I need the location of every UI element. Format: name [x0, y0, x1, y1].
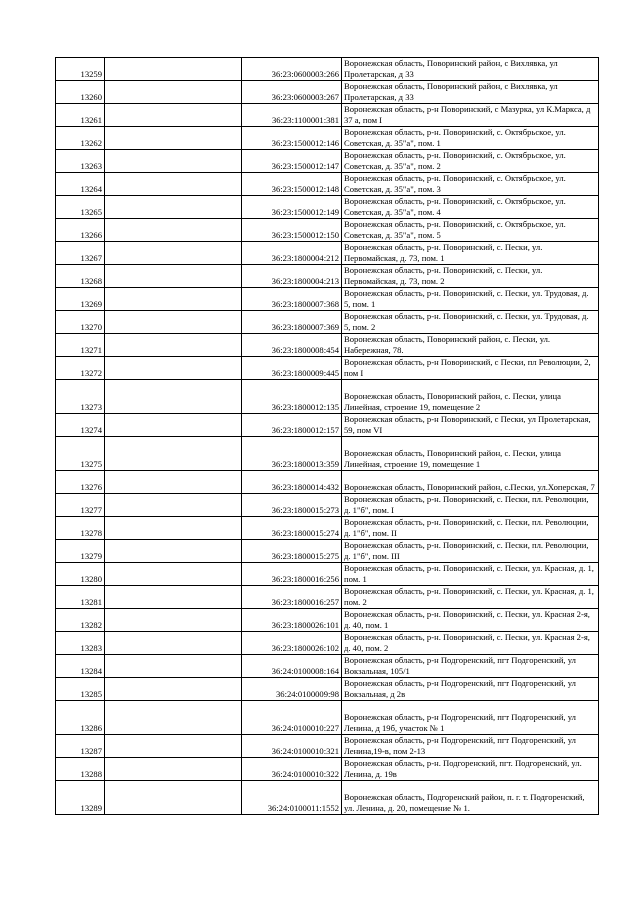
record-number-cell: 13262	[56, 127, 105, 150]
table-row	[56, 414, 599, 437]
record-number-cell: 13286	[56, 701, 105, 735]
empty-cell	[105, 655, 242, 678]
record-number-cell: 13285	[56, 678, 105, 701]
record-number-cell: 13268	[56, 265, 105, 288]
address-cell: Воронежская область, р-н. Поворинский, с. Пески, ул. Красная 2-я, д. 40, пом. 2	[342, 632, 599, 655]
address-cell: Воронежская область, р-н Подгоренский, пгт Подгоренский, ул Ленина,19-в, пом 2-13	[342, 735, 599, 758]
cadastral-number-cell: 36:23:1800016:257	[242, 586, 342, 609]
cadastral-number-cell: 36:23:1800014:432	[242, 471, 342, 494]
table-row	[56, 334, 599, 357]
address-cell: Воронежская область, Поворинский район, с. Пески, улица Линейная, строение 19, помещение 2	[342, 380, 599, 414]
table-row	[56, 586, 599, 609]
address-cell: Воронежская область, р-н. Поворинский, с. Пески, ул. Красная 2-я, д. 40, пом. 1	[342, 609, 599, 632]
table-row	[56, 517, 599, 540]
empty-cell	[105, 173, 242, 196]
record-number-cell: 13289	[56, 781, 105, 815]
record-number-cell: 13281	[56, 586, 105, 609]
cadastral-number-cell: 36:23:1500012:149	[242, 196, 342, 219]
document-page	[55, 57, 599, 815]
address-cell: Воронежская область, р-н. Поворинский, с. Пески, ул. Красная, д. 1, пом. 2	[342, 586, 599, 609]
cadastral-number-cell: 36:24:0100010:227	[242, 701, 342, 735]
address-cell: Воронежская область, р-н Поворинский, с Пески, пл Революции, 2, пом I	[342, 357, 599, 380]
empty-cell	[105, 517, 242, 540]
address-cell: Воронежская область, Подгоренский район, п. г. т. Подгоренский, ул. Ленина, д. 20, помещение № 1.	[342, 781, 599, 815]
record-number-cell: 13283	[56, 632, 105, 655]
cadastral-number-cell: 36:24:0100009:98	[242, 678, 342, 701]
empty-cell	[105, 334, 242, 357]
table-row	[56, 609, 599, 632]
table-row	[56, 242, 599, 265]
record-number-cell: 13282	[56, 609, 105, 632]
record-number-cell: 13267	[56, 242, 105, 265]
table-row	[56, 58, 599, 81]
cadastral-number-cell: 36:23:1800004:212	[242, 242, 342, 265]
cadastral-number-cell: 36:23:1800007:369	[242, 311, 342, 334]
address-cell: Воронежская область, р-н. Поворинский, с. Пески, ул. Трудовая, д. 5, пом. 2	[342, 311, 599, 334]
empty-cell	[105, 701, 242, 735]
empty-cell	[105, 311, 242, 334]
table-row	[56, 540, 599, 563]
address-cell: Воронежская область, р-н. Поворинский, с. Пески, пл. Революции, д. 1"б", пом. II	[342, 517, 599, 540]
address-cell: Воронежская область, р-н. Поворинский, с. Пески, ул. Трудовая, д. 5, пом. 1	[342, 288, 599, 311]
empty-cell	[105, 104, 242, 127]
cadastral-number-cell: 36:23:1800015:275	[242, 540, 342, 563]
empty-cell	[105, 150, 242, 173]
record-number-cell: 13259	[56, 58, 105, 81]
empty-cell	[105, 494, 242, 517]
address-cell: Воронежская область, р-н. Поворинский, с. Октябрьское, ул. Советская, д. 35"а", пом. 5	[342, 219, 599, 242]
table-row	[56, 437, 599, 471]
record-number-cell: 13271	[56, 334, 105, 357]
table-row	[56, 563, 599, 586]
table-row	[56, 150, 599, 173]
record-number-cell: 13288	[56, 758, 105, 781]
table-row	[56, 735, 599, 758]
empty-cell	[105, 127, 242, 150]
table-row	[56, 196, 599, 219]
registry-table	[55, 57, 599, 815]
cadastral-number-cell: 36:23:1800026:101	[242, 609, 342, 632]
record-number-cell: 13266	[56, 219, 105, 242]
address-cell: Воронежская область, р-н. Поворинский, с. Пески, пл. Революции, д. 1"б", пом. I	[342, 494, 599, 517]
cadastral-number-cell: 36:23:1800015:274	[242, 517, 342, 540]
cadastral-number-cell: 36:23:1500012:147	[242, 150, 342, 173]
cadastral-number-cell: 36:23:1800012:157	[242, 414, 342, 437]
empty-cell	[105, 242, 242, 265]
cadastral-number-cell: 36:24:0100011:1552	[242, 781, 342, 815]
table-row	[56, 781, 599, 815]
record-number-cell: 13287	[56, 735, 105, 758]
address-cell: Воронежская область, Поворинский район, с Вихлявка, ул Пролетарская, д 33	[342, 81, 599, 104]
address-cell: Воронежская область, р-н Поворинский, с Мазурка, ул К.Маркса, д 37 а, пом I	[342, 104, 599, 127]
table-row	[56, 758, 599, 781]
cadastral-number-cell: 36:24:0100010:321	[242, 735, 342, 758]
record-number-cell: 13275	[56, 437, 105, 471]
table-row	[56, 311, 599, 334]
address-cell: Воронежская область, р-н. Поворинский, с. Октябрьское, ул. Советская, д. 35"а", пом. 1	[342, 127, 599, 150]
record-number-cell: 13260	[56, 81, 105, 104]
address-cell: Воронежская область, р-н. Поворинский, с. Пески, ул. Красная, д. 1, пом. 1	[342, 563, 599, 586]
empty-cell	[105, 758, 242, 781]
record-number-cell: 13273	[56, 380, 105, 414]
table-row	[56, 104, 599, 127]
record-number-cell: 13270	[56, 311, 105, 334]
cadastral-number-cell: 36:23:1800013:359	[242, 437, 342, 471]
address-cell: Воронежская область, р-н. Поворинский, с. Пески, пл. Революции, д. 1"б", пом. III	[342, 540, 599, 563]
address-cell: Воронежская область, р-н. Поворинский, с. Пески, ул. Первомайская, д. 73, пом. 2	[342, 265, 599, 288]
table-row	[56, 678, 599, 701]
record-number-cell: 13284	[56, 655, 105, 678]
table-row	[56, 127, 599, 150]
address-cell: Воронежская область, р-н Поворинский, с Пески, ул Пролетарская, 59, пом VI	[342, 414, 599, 437]
empty-cell	[105, 81, 242, 104]
cadastral-number-cell: 36:23:1800026:102	[242, 632, 342, 655]
address-cell: Воронежская область, р-н Подгоренский, пгт Подгоренский, ул Вокзальная, д 2в	[342, 678, 599, 701]
empty-cell	[105, 380, 242, 414]
address-cell: Воронежская область, Поворинский район, с. Пески, улица Линейная, строение 19, помещение 1	[342, 437, 599, 471]
empty-cell	[105, 609, 242, 632]
empty-cell	[105, 735, 242, 758]
empty-cell	[105, 437, 242, 471]
address-cell: Воронежская область, Поворинский район, с Вихлявка, ул Пролетарская, д 33	[342, 58, 599, 81]
empty-cell	[105, 563, 242, 586]
empty-cell	[105, 540, 242, 563]
record-number-cell: 13276	[56, 471, 105, 494]
table-row	[56, 219, 599, 242]
table-row	[56, 494, 599, 517]
table-row	[56, 701, 599, 735]
cadastral-number-cell: 36:23:1800007:368	[242, 288, 342, 311]
empty-cell	[105, 781, 242, 815]
address-cell: Воронежская область, р-н Подгоренский, пгт Подгоренский, ул Вокзальная, 105/1	[342, 655, 599, 678]
empty-cell	[105, 357, 242, 380]
table-row	[56, 655, 599, 678]
table-row	[56, 632, 599, 655]
cadastral-number-cell: 36:23:1100001:381	[242, 104, 342, 127]
table-row	[56, 265, 599, 288]
record-number-cell: 13263	[56, 150, 105, 173]
table-row	[56, 173, 599, 196]
table-row	[56, 471, 599, 494]
record-number-cell: 13280	[56, 563, 105, 586]
address-cell: Воронежская область, Поворинский район, с.Пески, ул.Хоперская, 7	[342, 471, 599, 494]
cadastral-number-cell: 36:23:1500012:150	[242, 219, 342, 242]
record-number-cell: 13272	[56, 357, 105, 380]
table-row	[56, 357, 599, 380]
registry-table-body	[56, 58, 599, 815]
cadastral-number-cell: 36:23:1500012:146	[242, 127, 342, 150]
table-row	[56, 81, 599, 104]
record-number-cell: 13269	[56, 288, 105, 311]
cadastral-number-cell: 36:23:1500012:148	[242, 173, 342, 196]
empty-cell	[105, 288, 242, 311]
record-number-cell: 13277	[56, 494, 105, 517]
record-number-cell: 13265	[56, 196, 105, 219]
cadastral-number-cell: 36:23:0600003:266	[242, 58, 342, 81]
address-cell: Воронежская область, р-н. Поворинский, с. Пески, ул. Первомайская, д. 73, пом. 1	[342, 242, 599, 265]
address-cell: Воронежская область, р-н Подгоренский, пгт Подгоренский, ул Ленина, д 19б, участок № 1	[342, 701, 599, 735]
empty-cell	[105, 586, 242, 609]
address-cell: Воронежская область, р-н. Поворинский, с. Октябрьское, ул. Советская, д. 35"а", пом. 2	[342, 150, 599, 173]
cadastral-number-cell: 36:23:1800009:445	[242, 357, 342, 380]
empty-cell	[105, 265, 242, 288]
empty-cell	[105, 219, 242, 242]
address-cell: Воронежская область, р-н. Поворинский, с. Октябрьское, ул. Советская, д. 35"а", пом. 4	[342, 196, 599, 219]
record-number-cell: 13261	[56, 104, 105, 127]
empty-cell	[105, 196, 242, 219]
empty-cell	[105, 632, 242, 655]
empty-cell	[105, 414, 242, 437]
record-number-cell: 13279	[56, 540, 105, 563]
table-row	[56, 288, 599, 311]
address-cell: Воронежская область, Поворинский район, с. Пески, ул. Набережная, 78.	[342, 334, 599, 357]
record-number-cell: 13274	[56, 414, 105, 437]
address-cell: Воронежская область, р-н. Поворинский, с. Октябрьское, ул. Советская, д. 35"а", пом. 3	[342, 173, 599, 196]
cadastral-number-cell: 36:24:0100008:164	[242, 655, 342, 678]
record-number-cell: 13264	[56, 173, 105, 196]
table-row	[56, 380, 599, 414]
record-number-cell: 13278	[56, 517, 105, 540]
cadastral-number-cell: 36:23:1800016:256	[242, 563, 342, 586]
empty-cell	[105, 58, 242, 81]
cadastral-number-cell: 36:24:0100010:322	[242, 758, 342, 781]
cadastral-number-cell: 36:23:1800015:273	[242, 494, 342, 517]
cadastral-number-cell: 36:23:1800004:213	[242, 265, 342, 288]
address-cell: Воронежская область, р-н. Подгоренский, пгт. Подгоренский, ул. Ленина, д. 19в	[342, 758, 599, 781]
empty-cell	[105, 471, 242, 494]
cadastral-number-cell: 36:23:1800012:135	[242, 380, 342, 414]
empty-cell	[105, 678, 242, 701]
cadastral-number-cell: 36:23:0600003:267	[242, 81, 342, 104]
cadastral-number-cell: 36:23:1800008:454	[242, 334, 342, 357]
